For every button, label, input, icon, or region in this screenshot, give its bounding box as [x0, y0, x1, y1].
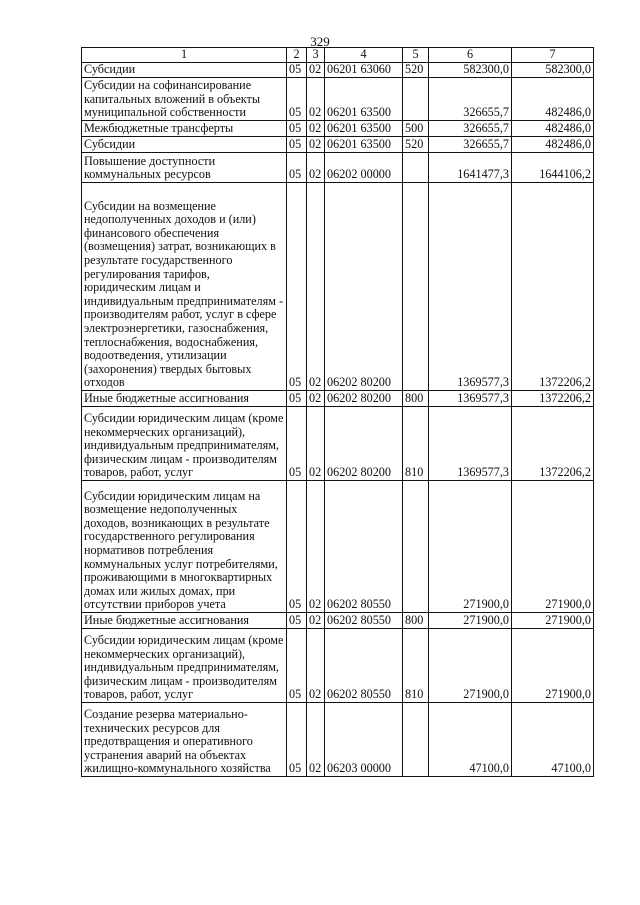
row-amount-year2: 1644106,2 [512, 153, 594, 183]
row-section: 05 [287, 703, 307, 777]
row-subsection: 02 [307, 183, 325, 391]
row-amount-year2: 1372206,2 [512, 183, 594, 391]
row-subsection: 02 [307, 121, 325, 137]
table-header-row [82, 48, 594, 63]
row-name: Субсидии на возмещение недополученных доходов и (или) финансового обеспечения (возмещения) затрат, возникающих в результате государственного регулирования тарифов, юридическим лицам и индивидуальным предпринимателям - производителям работ, услуг в сфере электроэнергетики, газоснабжения, теплоснабжения, водоснабжения, водоотведения, утилизации (захоронения) твердых бытовых отходов [82, 183, 287, 391]
row-name: Субсидии [82, 63, 287, 78]
table-row [82, 153, 594, 183]
table-row [82, 407, 594, 481]
header-cell: 1 [82, 48, 287, 63]
table-row [82, 703, 594, 777]
row-expense-type: 800 [403, 391, 429, 407]
row-target-article: 06201 63500 [325, 137, 403, 153]
row-section: 05 [287, 481, 307, 613]
table-row [82, 629, 594, 703]
row-amount-year1: 1641477,3 [429, 153, 512, 183]
row-subsection: 02 [307, 629, 325, 703]
row-amount-year1: 326655,7 [429, 121, 512, 137]
row-section: 05 [287, 121, 307, 137]
row-name: Повышение доступности коммунальных ресурсов [82, 153, 287, 183]
table-row [82, 63, 594, 78]
row-expense-type: 500 [403, 121, 429, 137]
row-section: 05 [287, 137, 307, 153]
row-amount-year1: 326655,7 [429, 137, 512, 153]
row-section: 05 [287, 629, 307, 703]
row-amount-year2: 1372206,2 [512, 391, 594, 407]
row-amount-year2: 271900,0 [512, 629, 594, 703]
row-expense-type: 520 [403, 137, 429, 153]
row-subsection: 02 [307, 407, 325, 481]
table-row [82, 481, 594, 613]
row-section: 05 [287, 78, 307, 121]
row-amount-year1: 47100,0 [429, 703, 512, 777]
row-amount-year2: 482486,0 [512, 78, 594, 121]
row-amount-year1: 1369577,3 [429, 183, 512, 391]
row-expense-type [403, 183, 429, 391]
row-amount-year1: 1369577,3 [429, 407, 512, 481]
row-section: 05 [287, 613, 307, 629]
row-target-article: 06203 00000 [325, 703, 403, 777]
row-name: Иные бюджетные ассигнования [82, 613, 287, 629]
row-target-article: 06202 80200 [325, 407, 403, 481]
row-amount-year1: 271900,0 [429, 481, 512, 613]
page-number: 329 [310, 34, 330, 49]
row-target-article: 06202 80200 [325, 183, 403, 391]
header-cell: 2 [287, 48, 307, 63]
row-expense-type [403, 153, 429, 183]
row-expense-type [403, 481, 429, 613]
row-subsection: 02 [307, 481, 325, 613]
row-expense-type: 810 [403, 407, 429, 481]
row-amount-year2: 582300,0 [512, 63, 594, 78]
row-amount-year2: 47100,0 [512, 703, 594, 777]
row-target-article: 06201 63500 [325, 121, 403, 137]
row-target-article: 06202 80550 [325, 629, 403, 703]
header-cell: 5 [403, 48, 429, 63]
row-amount-year1: 271900,0 [429, 629, 512, 703]
row-name: Создание резерва материально-технических ресурсов для предотвращения и оперативного устранения аварий на объектах жилищно-коммунального хозяйства [82, 703, 287, 777]
header-cell: 6 [429, 48, 512, 63]
row-subsection: 02 [307, 137, 325, 153]
row-target-article: 06202 80550 [325, 613, 403, 629]
table-row [82, 183, 594, 391]
budget-table [81, 47, 594, 777]
row-amount-year1: 271900,0 [429, 613, 512, 629]
row-name: Субсидии юридическим лицам (кроме некоммерческих организаций), индивидуальным предпринимателям, физическим лицам - производителям товаров, работ, услуг [82, 629, 287, 703]
row-target-article: 06202 80550 [325, 481, 403, 613]
row-section: 05 [287, 391, 307, 407]
row-expense-type: 810 [403, 629, 429, 703]
row-target-article: 06202 80200 [325, 391, 403, 407]
row-amount-year1: 582300,0 [429, 63, 512, 78]
row-section: 05 [287, 63, 307, 78]
row-expense-type: 520 [403, 63, 429, 78]
row-subsection: 02 [307, 703, 325, 777]
header-cell: 3 [307, 48, 325, 63]
row-section: 05 [287, 183, 307, 391]
table-row [82, 391, 594, 407]
row-expense-type [403, 703, 429, 777]
row-amount-year2: 271900,0 [512, 481, 594, 613]
row-subsection: 02 [307, 153, 325, 183]
row-section: 05 [287, 407, 307, 481]
row-section: 05 [287, 153, 307, 183]
row-amount-year1: 326655,7 [429, 78, 512, 121]
row-subsection: 02 [307, 63, 325, 78]
header-cell: 4 [325, 48, 403, 63]
row-target-article: 06201 63060 [325, 63, 403, 78]
row-name: Субсидии [82, 137, 287, 153]
table-row [82, 613, 594, 629]
table-row [82, 78, 594, 121]
row-expense-type: 800 [403, 613, 429, 629]
row-amount-year2: 1372206,2 [512, 407, 594, 481]
table-row [82, 137, 594, 153]
row-expense-type [403, 78, 429, 121]
row-name: Субсидии юридическим лицам (кроме некоммерческих организаций), индивидуальным предпринимателям, физическим лицам - производителям товаров, работ, услуг [82, 407, 287, 481]
row-amount-year2: 271900,0 [512, 613, 594, 629]
row-name: Межбюджетные трансферты [82, 121, 287, 137]
row-name: Субсидии юридическим лицам на возмещение недополученных доходов, возникающих в результате государственного регулирования нормативов потребления коммунальных услуг потребителями, проживающими в многоквартирных домах или жилых домах, при отсутствии приборов учета [82, 481, 287, 613]
row-target-article: 06202 00000 [325, 153, 403, 183]
row-subsection: 02 [307, 78, 325, 121]
row-subsection: 02 [307, 613, 325, 629]
row-name: Иные бюджетные ассигнования [82, 391, 287, 407]
row-name: Субсидии на софинансирование капитальных вложений в объекты муниципальной собственности [82, 78, 287, 121]
header-cell: 7 [512, 48, 594, 63]
row-subsection: 02 [307, 391, 325, 407]
row-target-article: 06201 63500 [325, 78, 403, 121]
row-amount-year1: 1369577,3 [429, 391, 512, 407]
table-row [82, 121, 594, 137]
row-amount-year2: 482486,0 [512, 121, 594, 137]
row-amount-year2: 482486,0 [512, 137, 594, 153]
